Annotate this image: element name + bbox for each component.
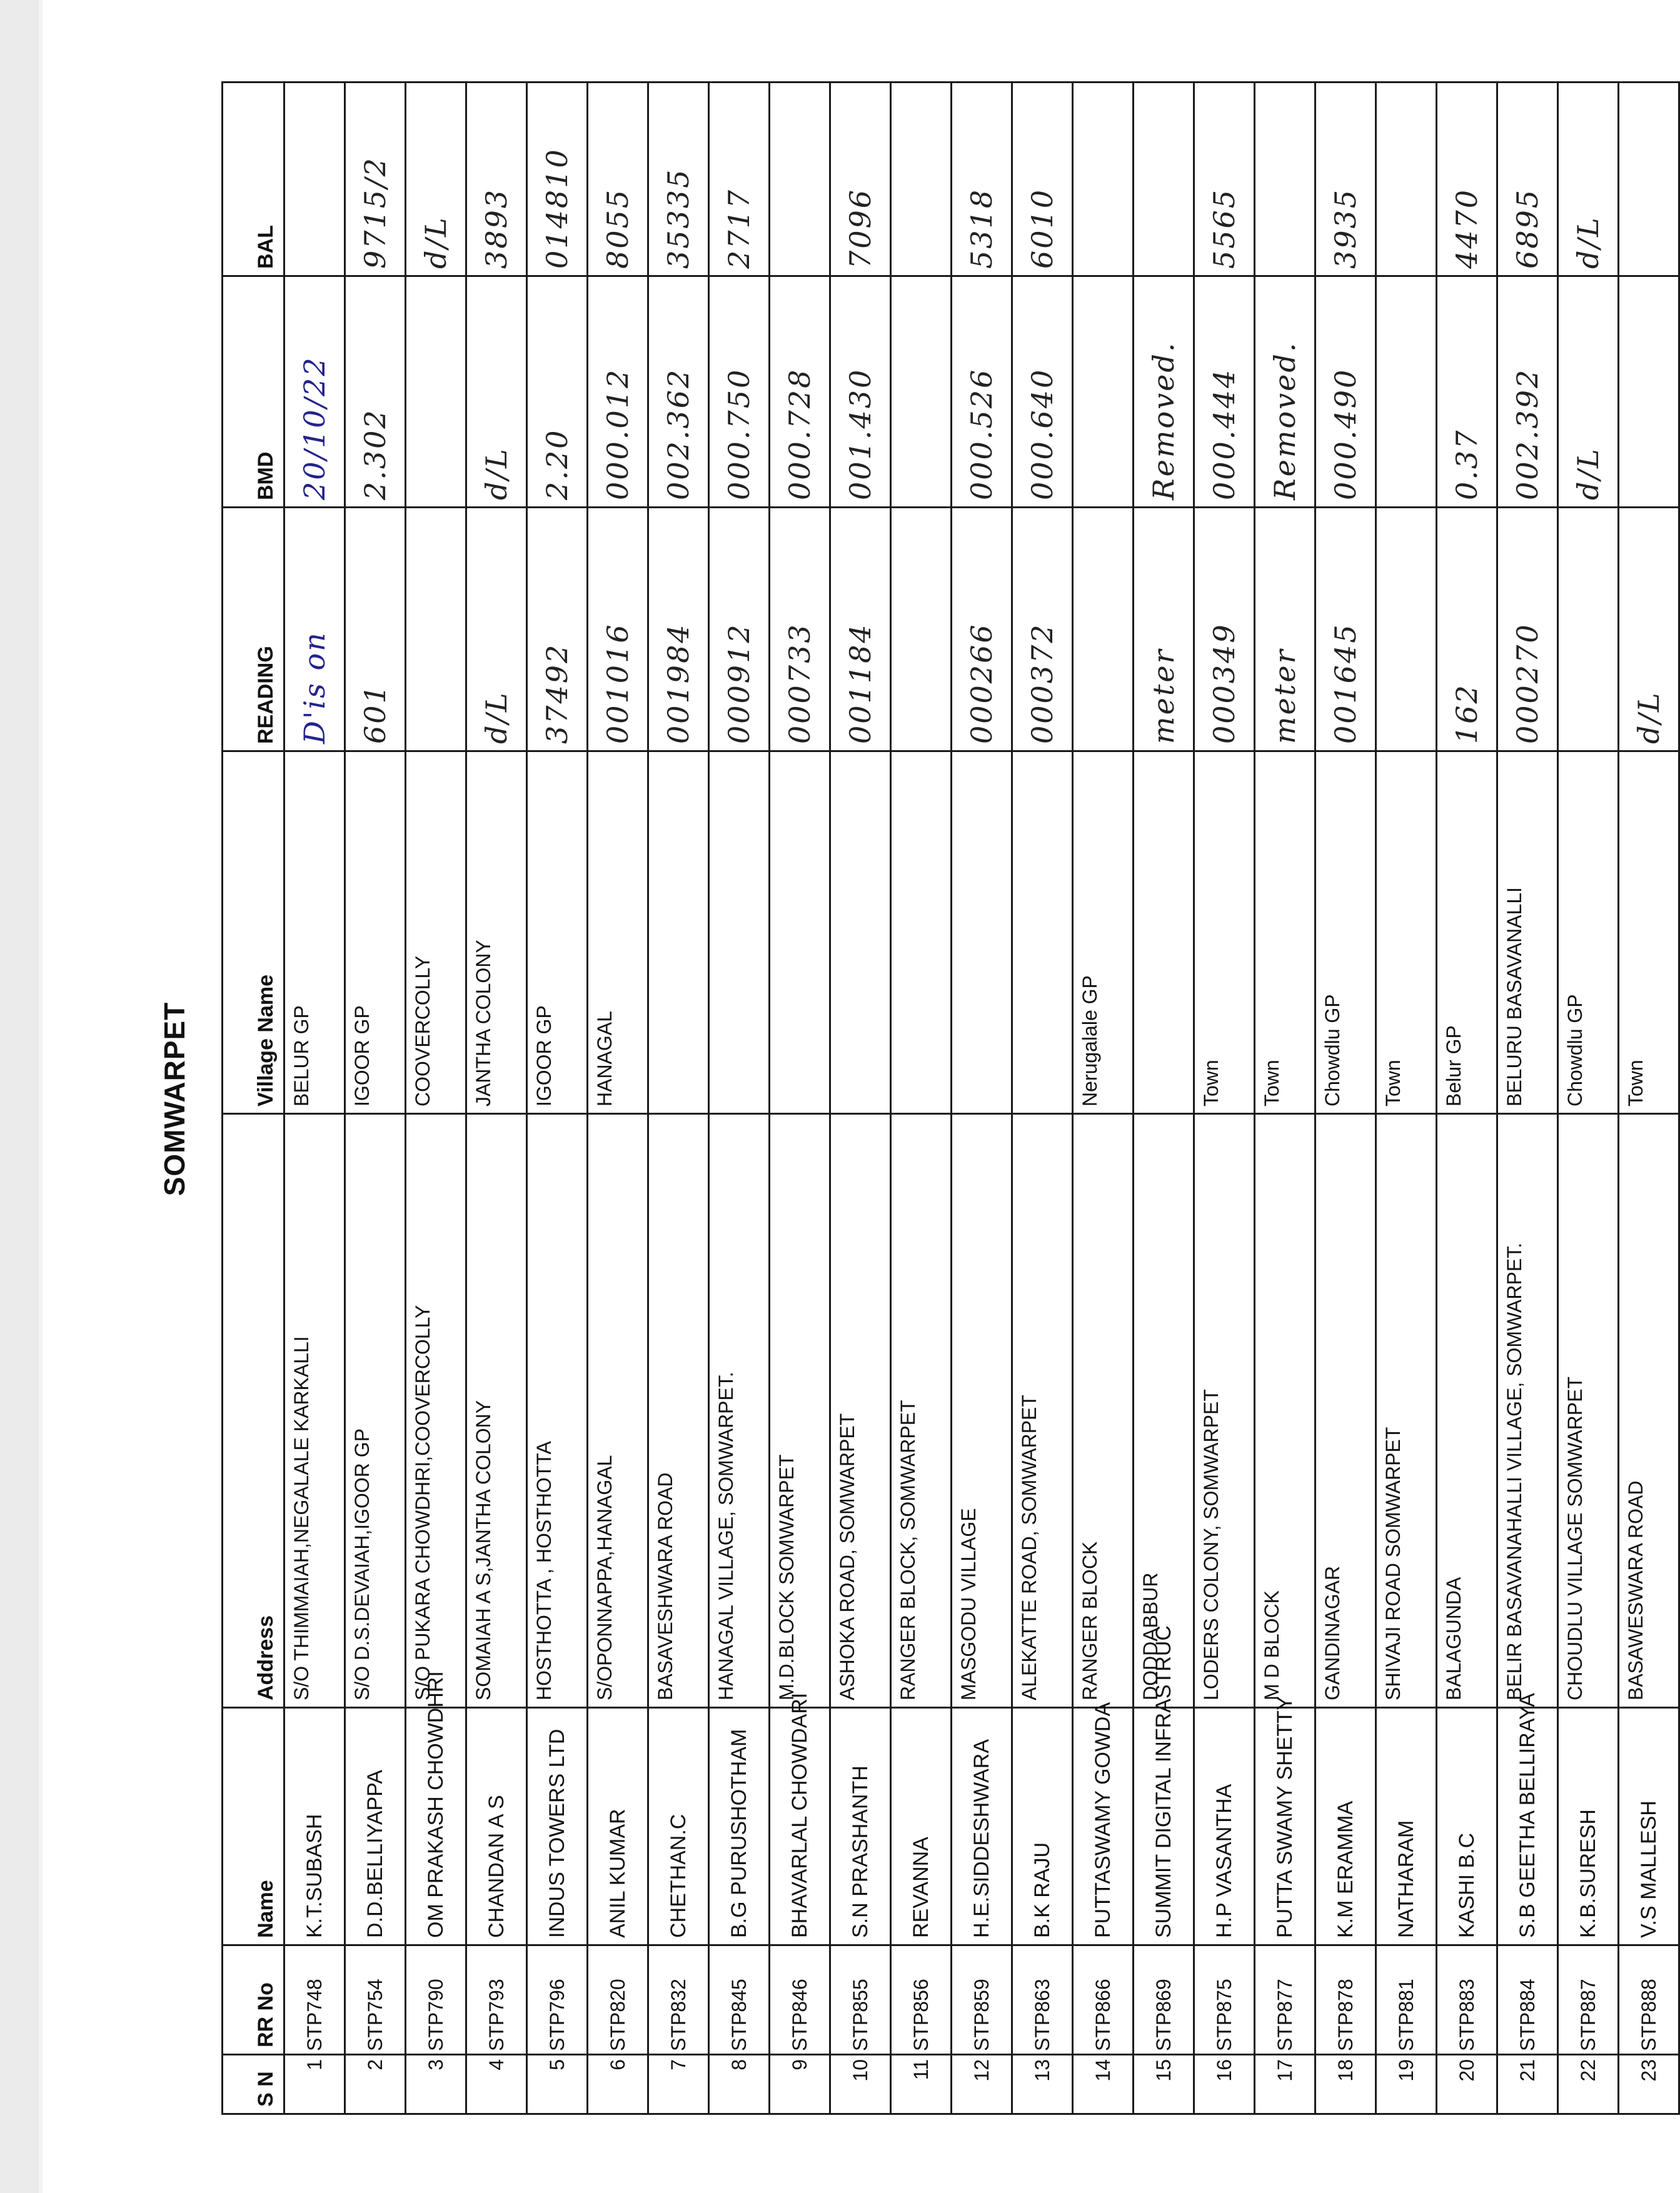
cell-sn: 5 xyxy=(527,2055,588,2114)
cell-bmd: 2.20 xyxy=(527,276,588,508)
table-row xyxy=(1497,83,1558,2114)
cell-sn: 9 xyxy=(770,2055,830,2114)
cell-sn: 2 xyxy=(345,2055,406,2114)
cell-reading: 37492 xyxy=(527,508,588,751)
cell-sn: 13 xyxy=(1012,2055,1073,2114)
table-row xyxy=(1437,83,1497,2114)
cell-address: RANGER BLOCK, SOMWARPET xyxy=(891,1114,952,1708)
table-row xyxy=(830,83,891,2114)
cell-village-name: Chowdlu GP xyxy=(1558,751,1619,1114)
cell-reading: 001184 xyxy=(830,508,891,751)
cell-reading: 601 xyxy=(345,508,406,751)
cell-bmd: d/L xyxy=(1558,276,1619,508)
cell-rr-no: STP884 xyxy=(1497,1945,1558,2055)
cell-village-name: Town xyxy=(1619,751,1679,1114)
table-row xyxy=(891,83,952,2114)
cell-name: INDUS TOWERS LTD xyxy=(527,1708,588,1945)
cell-rr-no: STP859 xyxy=(952,1945,1012,2055)
header-reading: READING xyxy=(223,508,284,751)
cell-rr-no: STP820 xyxy=(588,1945,648,2055)
table-row xyxy=(406,83,466,2114)
cell-address: HOSTHOTTA , HOSTHOTTA xyxy=(527,1114,588,1708)
cell-reading xyxy=(1558,508,1619,751)
cell-village-name: Belur GP xyxy=(1437,751,1497,1114)
cell-bmd: 2.302 xyxy=(345,276,406,508)
header-address: Address xyxy=(223,1114,284,1708)
table-row xyxy=(1255,83,1315,2114)
cell-name: PUTTASWAMY GOWDA xyxy=(1073,1708,1134,1945)
table-row xyxy=(648,83,709,2114)
cell-bal xyxy=(1619,83,1679,276)
cell-name: K.T.SUBASH xyxy=(284,1708,345,1945)
cell-rr-no: STP845 xyxy=(709,1945,770,2055)
cell-bmd: Removed. xyxy=(1134,276,1194,508)
cell-rr-no: STP881 xyxy=(1376,1945,1437,2055)
table-header-row xyxy=(223,83,284,2114)
cell-reading: 000270 xyxy=(1497,508,1558,751)
cell-name: K.B.SURESH xyxy=(1558,1708,1619,1945)
cell-sn: 21 xyxy=(1497,2055,1558,2114)
cell-bal: 3935 xyxy=(1315,83,1376,276)
cell-reading: d/L xyxy=(466,508,527,751)
cell-address: S/O D.S.DEVAIAH,IGOOR GP xyxy=(345,1114,406,1708)
cell-name: V.S MALLESH xyxy=(1619,1708,1679,1945)
cell-bmd xyxy=(1376,276,1437,508)
cell-bmd xyxy=(891,276,952,508)
cell-village-name xyxy=(648,751,709,1114)
cell-address: BELIR BASAVANAHALLI VILLAGE, SOMWARPET. xyxy=(1497,1114,1558,1708)
cell-name: S.B GEETHA BELLIRAYA xyxy=(1497,1708,1558,1945)
cell-bmd: 000.012 xyxy=(588,276,648,508)
cell-reading: 001984 xyxy=(648,508,709,751)
cell-village-name xyxy=(770,751,830,1114)
cell-name: OM PRAKASH CHOWDHRI xyxy=(406,1708,466,1945)
cell-rr-no: STP887 xyxy=(1558,1945,1619,2055)
cell-name: H.E.SIDDESHWARA xyxy=(952,1708,1012,1945)
cell-address: ASHOKA ROAD, SOMWARPET xyxy=(830,1114,891,1708)
cell-bal xyxy=(1255,83,1315,276)
cell-address: HANAGAL VILLAGE, SOMWARPET. xyxy=(709,1114,770,1708)
cell-bal: 6010 xyxy=(1012,83,1073,276)
scan-page-edge-inner xyxy=(39,0,43,2193)
cell-sn: 8 xyxy=(709,2055,770,2114)
cell-bmd: 000.728 xyxy=(770,276,830,508)
document-title: SOMWARPET xyxy=(158,1001,191,1197)
cell-reading xyxy=(1376,508,1437,751)
scan-page-edge xyxy=(0,0,39,2193)
cell-reading: 162 xyxy=(1437,508,1497,751)
cell-reading: meter xyxy=(1134,508,1194,751)
cell-sn: 14 xyxy=(1073,2055,1134,2114)
cell-bal xyxy=(770,83,830,276)
header-sn: S N xyxy=(223,2055,284,2114)
header-village-name: Village Name xyxy=(223,751,284,1114)
cell-village-name xyxy=(1134,751,1194,1114)
table-row xyxy=(1134,83,1194,2114)
cell-village-name: HANAGAL xyxy=(588,751,648,1114)
cell-rr-no: STP790 xyxy=(406,1945,466,2055)
table-row xyxy=(1012,83,1073,2114)
cell-bal xyxy=(1073,83,1134,276)
meter-readings-table xyxy=(221,81,1680,2115)
cell-sn: 12 xyxy=(952,2055,1012,2114)
cell-bal xyxy=(284,83,345,276)
cell-address: GANDINAGAR xyxy=(1315,1114,1376,1708)
cell-sn: 23 xyxy=(1619,2055,1679,2114)
cell-name: CHANDAN A S xyxy=(466,1708,527,1945)
cell-bmd: 000.750 xyxy=(709,276,770,508)
cell-sn: 1 xyxy=(284,2055,345,2114)
cell-sn: 18 xyxy=(1315,2055,1376,2114)
cell-name: H.P VASANTHA xyxy=(1194,1708,1255,1945)
cell-bal xyxy=(1376,83,1437,276)
cell-bal: 014810 xyxy=(527,83,588,276)
cell-bmd xyxy=(406,276,466,508)
cell-village-name xyxy=(1012,751,1073,1114)
cell-bal: 5318 xyxy=(952,83,1012,276)
cell-reading: meter xyxy=(1255,508,1315,751)
table-row xyxy=(1619,83,1679,2114)
table-row xyxy=(1558,83,1619,2114)
cell-rr-no: STP875 xyxy=(1194,1945,1255,2055)
cell-bal xyxy=(1134,83,1194,276)
header-bal: BAL xyxy=(223,83,284,276)
cell-address: DODDABBUR xyxy=(1134,1114,1194,1708)
cell-address: M D BLOCK xyxy=(1255,1114,1315,1708)
cell-reading: 001016 xyxy=(588,508,648,751)
cell-bal: 9715/2 xyxy=(345,83,406,276)
table-row xyxy=(345,83,406,2114)
table-row xyxy=(1376,83,1437,2114)
cell-bal: 4470 xyxy=(1437,83,1497,276)
cell-village-name: COOVERCOLLY xyxy=(406,751,466,1114)
cell-bmd: 002.392 xyxy=(1497,276,1558,508)
cell-name: D.D.BELLIYAPPA xyxy=(345,1708,406,1945)
cell-rr-no: STP796 xyxy=(527,1945,588,2055)
cell-sn: 6 xyxy=(588,2055,648,2114)
cell-address: BASAVESHWARA ROAD xyxy=(648,1114,709,1708)
table-row xyxy=(588,83,648,2114)
cell-rr-no: STP863 xyxy=(1012,1945,1073,2055)
cell-bal: d/L xyxy=(1558,83,1619,276)
cell-name: CHETHAN.C xyxy=(648,1708,709,1945)
cell-name: KASHI B.C xyxy=(1437,1708,1497,1945)
cell-bmd: d/L xyxy=(466,276,527,508)
cell-rr-no: STP846 xyxy=(770,1945,830,2055)
table-row xyxy=(952,83,1012,2114)
table-row xyxy=(284,83,345,2114)
cell-village-name: JANTHA COLONY xyxy=(466,751,527,1114)
header-bmd: BMD xyxy=(223,276,284,508)
cell-rr-no: STP869 xyxy=(1134,1945,1194,2055)
cell-bmd: 000.526 xyxy=(952,276,1012,508)
cell-sn: 7 xyxy=(648,2055,709,2114)
cell-reading xyxy=(406,508,466,751)
cell-village-name: Nerugalale GP xyxy=(1073,751,1134,1114)
cell-name: K.M ERAMMA xyxy=(1315,1708,1376,1945)
cell-bmd xyxy=(1619,276,1679,508)
cell-village-name: Chowdlu GP xyxy=(1315,751,1376,1114)
table-row xyxy=(709,83,770,2114)
cell-name: NATHARAM xyxy=(1376,1708,1437,1945)
cell-bal: 2717 xyxy=(709,83,770,276)
cell-address: M.D.BLOCK SOMWARPET xyxy=(770,1114,830,1708)
cell-bmd: 20/10/22 xyxy=(284,276,345,508)
cell-name: ANIL KUMAR xyxy=(588,1708,648,1945)
cell-rr-no: STP832 xyxy=(648,1945,709,2055)
cell-village-name: Town xyxy=(1376,751,1437,1114)
cell-bal xyxy=(891,83,952,276)
cell-address: RANGER BLOCK xyxy=(1073,1114,1134,1708)
cell-reading: 000266 xyxy=(952,508,1012,751)
cell-village-name: IGOOR GP xyxy=(345,751,406,1114)
cell-rr-no: STP754 xyxy=(345,1945,406,2055)
cell-bal: 8055 xyxy=(588,83,648,276)
cell-sn: 19 xyxy=(1376,2055,1437,2114)
cell-name: B.G PURUSHOTHAM xyxy=(709,1708,770,1945)
cell-bmd: 000.444 xyxy=(1194,276,1255,508)
cell-village-name xyxy=(952,751,1012,1114)
cell-address: BALAGUNDA xyxy=(1437,1114,1497,1708)
cell-bmd: 000.640 xyxy=(1012,276,1073,508)
cell-bal: 6895 xyxy=(1497,83,1558,276)
cell-sn: 10 xyxy=(830,2055,891,2114)
cell-rr-no: STP855 xyxy=(830,1945,891,2055)
cell-sn: 17 xyxy=(1255,2055,1315,2114)
cell-address: SHIVAJI ROAD SOMWARPET xyxy=(1376,1114,1437,1708)
cell-village-name: IGOOR GP xyxy=(527,751,588,1114)
cell-reading: 000349 xyxy=(1194,508,1255,751)
cell-sn: 11 xyxy=(891,2055,952,2114)
cell-address: LODERS COLONY, SOMWARPET xyxy=(1194,1114,1255,1708)
cell-bal: 3893 xyxy=(466,83,527,276)
cell-sn: 16 xyxy=(1194,2055,1255,2114)
cell-rr-no: STP878 xyxy=(1315,1945,1376,2055)
cell-rr-no: STP883 xyxy=(1437,1945,1497,2055)
cell-village-name: Town xyxy=(1255,751,1315,1114)
header-rr-no: RR No xyxy=(223,1945,284,2055)
cell-rr-no: STP866 xyxy=(1073,1945,1134,2055)
cell-reading xyxy=(1073,508,1134,751)
cell-name: PUTTA SWAMY SHETTY xyxy=(1255,1708,1315,1945)
cell-bal: d/L xyxy=(406,83,466,276)
cell-reading: 000372 xyxy=(1012,508,1073,751)
cell-bal: 5565 xyxy=(1194,83,1255,276)
cell-address: ALEKATTE ROAD, SOMWARPET xyxy=(1012,1114,1073,1708)
cell-name: S.N PRASHANTH xyxy=(830,1708,891,1945)
cell-village-name: BELUR GP xyxy=(284,751,345,1114)
cell-rr-no: STP877 xyxy=(1255,1945,1315,2055)
cell-bal: 7096 xyxy=(830,83,891,276)
cell-village-name: Town xyxy=(1194,751,1255,1114)
cell-name: B.K RAJU xyxy=(1012,1708,1073,1945)
cell-sn: 15 xyxy=(1134,2055,1194,2114)
cell-sn: 3 xyxy=(406,2055,466,2114)
cell-name: REVANNA xyxy=(891,1708,952,1945)
cell-rr-no: STP748 xyxy=(284,1945,345,2055)
cell-bmd: 0.37 xyxy=(1437,276,1497,508)
table-row xyxy=(1315,83,1376,2114)
cell-village-name xyxy=(709,751,770,1114)
table-row xyxy=(1194,83,1255,2114)
cell-name: SUMMIT DIGITAL INFRASTRUC xyxy=(1134,1708,1194,1945)
cell-rr-no: STP888 xyxy=(1619,1945,1679,2055)
cell-sn: 20 xyxy=(1437,2055,1497,2114)
cell-village-name: BELURU BASAVANALLI xyxy=(1497,751,1558,1114)
cell-bmd: 001.430 xyxy=(830,276,891,508)
cell-address: SOMAIAH A S,JANTHA COLONY xyxy=(466,1114,527,1708)
cell-address: S/OPONNAPPA,HANAGAL xyxy=(588,1114,648,1708)
cell-reading: 000912 xyxy=(709,508,770,751)
table-row xyxy=(527,83,588,2114)
cell-bmd: 002.362 xyxy=(648,276,709,508)
cell-reading xyxy=(891,508,952,751)
cell-sn: 22 xyxy=(1558,2055,1619,2114)
table-row xyxy=(1073,83,1134,2114)
rotated-document xyxy=(128,83,1666,2115)
cell-reading: d/L xyxy=(1619,508,1679,751)
cell-address: CHOUDLU VILLAGE SOMWARPET xyxy=(1558,1114,1619,1708)
cell-address: BASAWESWARA ROAD xyxy=(1619,1114,1679,1708)
cell-rr-no: STP856 xyxy=(891,1945,952,2055)
cell-bmd xyxy=(1073,276,1134,508)
cell-name: BHAVARLAL CHOWDARI xyxy=(770,1708,830,1945)
cell-address: MASGODU VILLAGE xyxy=(952,1114,1012,1708)
cell-bal: 35335 xyxy=(648,83,709,276)
header-name: Name xyxy=(223,1708,284,1945)
cell-village-name xyxy=(830,751,891,1114)
cell-bmd: Removed. xyxy=(1255,276,1315,508)
cell-address: S/O THIMMAIAH,NEGALALE KARKALLI xyxy=(284,1114,345,1708)
cell-rr-no: STP793 xyxy=(466,1945,527,2055)
cell-village-name xyxy=(891,751,952,1114)
cell-reading: 000733 xyxy=(770,508,830,751)
table-row xyxy=(466,83,527,2114)
table-row xyxy=(770,83,830,2114)
cell-reading: 001645 xyxy=(1315,508,1376,751)
cell-reading: D'is on xyxy=(284,508,345,751)
cell-address: S/O PUKARA CHOWDHRI,COOVERCOLLY xyxy=(406,1114,466,1708)
cell-bmd: 000.490 xyxy=(1315,276,1376,508)
cell-sn: 4 xyxy=(466,2055,527,2114)
